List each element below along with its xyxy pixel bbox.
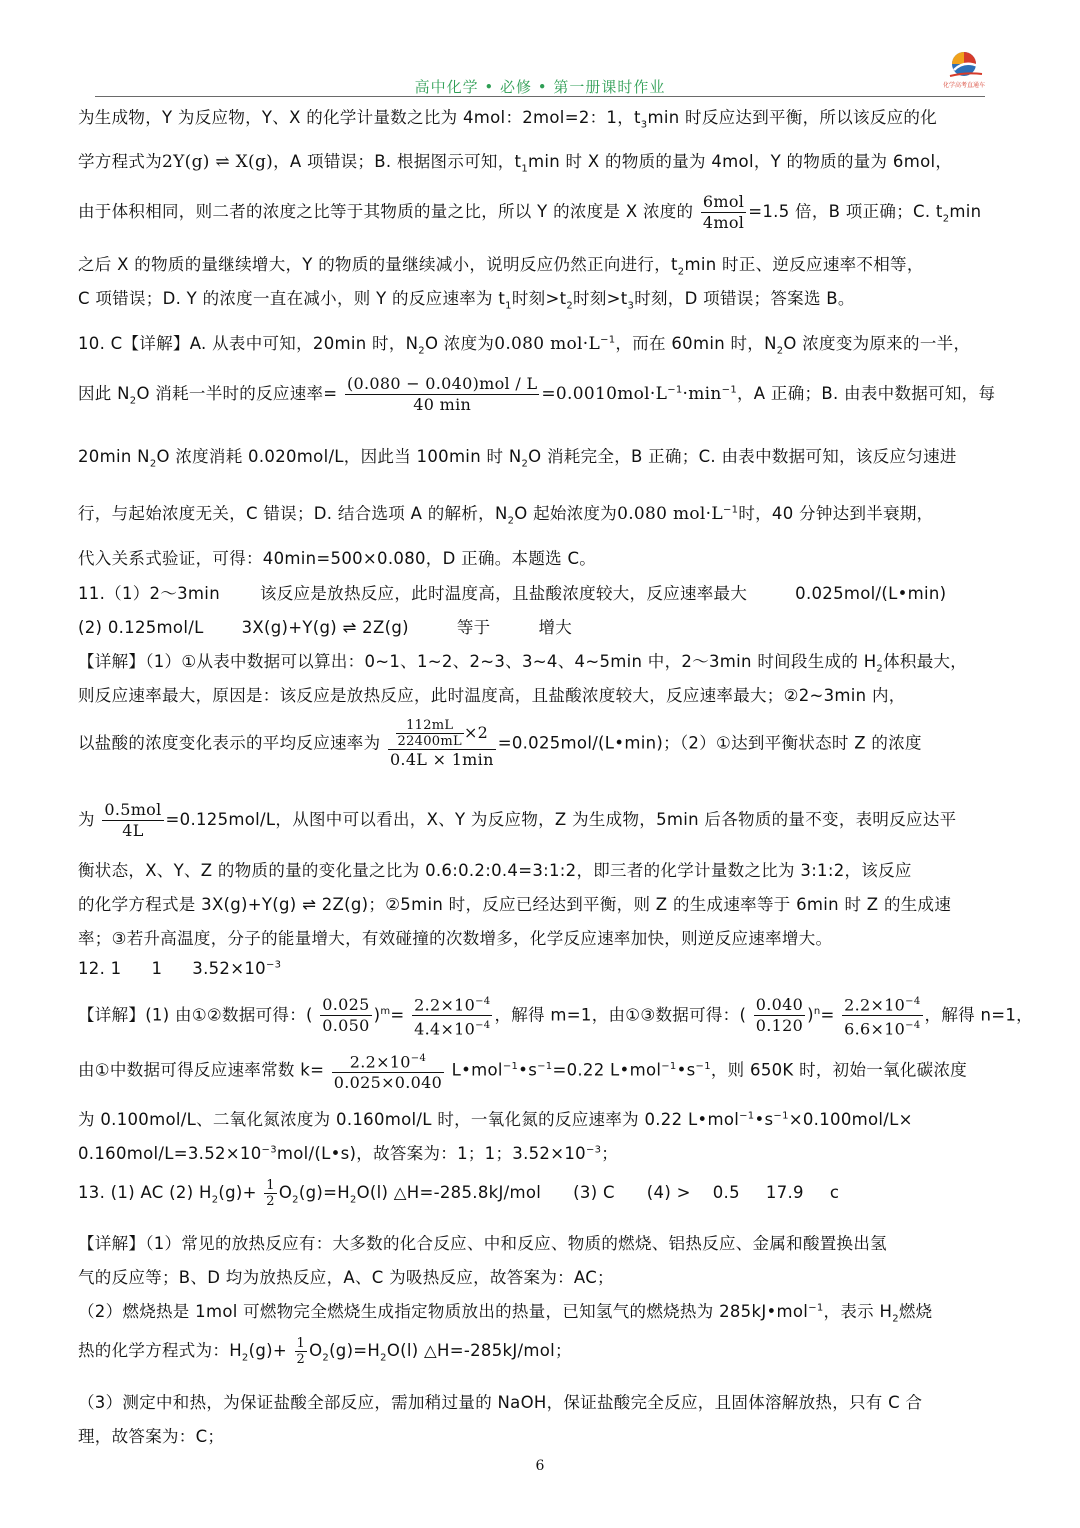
- text-line: 由①中数据可得反应速率常数 k= $\frac{2.2\times 10^{-4}}{0.025\times 0.040}$ $L•mol^{-1}•s^{-1}=0.22$ $L•mol^{-1}•s^{-1}$，则 650K 时，初始一氧化碳浓度: [78, 1049, 1008, 1093]
- text-line: 因此 $N_2O$ 消耗一半时的反应速率= $\frac{\text{(0.080 − 0.040)mol / L}}{40 \min}$ $=0.0010mol\cdot L^{-1}\cdot\min^{-1}$，A 正确；B. 由表中数据可知，每: [78, 374, 996, 414]
- text-line: 【详解】（1）常见的放热反应有：大多数的化合反应、中和反应、物质的燃烧、铝热反应、金属和酸置换出氢: [78, 1234, 887, 1253]
- fraction: $\frac{0.025}{0.050}$: [322, 995, 370, 1036]
- publisher-logo: [938, 50, 990, 90]
- fraction: $\frac{1}{2}$: [296, 1336, 306, 1367]
- page-header: [95, 76, 985, 98]
- fraction: $\frac{2.2\times 10^{-4}}{4.4\times 10^{-4}}$: [412, 992, 492, 1040]
- text-line: 以盐酸的浓度变化表示的平均反应速率为 $\frac{112mL}{22400mL}$ ×2 0.4L × 1min =0.025mol/(L•min)；（2）①达到平衡状态时 Z 的浓度: [78, 718, 922, 769]
- text-line: 代入关系式验证，可得：40min=500×0.080，D 正确。本题选 C。: [78, 549, 597, 568]
- fraction: $\frac{\text{0.5mol}}{4L}$: [104, 800, 162, 840]
- text-line: 10. C【详解】A. 从表中可知，20min 时，$N_2O$ 浓度为0.080 $mol\cdot L^{-1}$，而在 60min 时，$N_2O$ 浓度变为原来的一半，: [78, 334, 971, 357]
- text-line: 之后 X 的物质的量继续增大，Y 的物质的量继续减小，说明反应仍然正向进行，$t_2\min$ 时正、逆反应速率不相等，: [78, 255, 924, 278]
- fraction: $\frac{1}{2}$: [266, 1178, 275, 1209]
- text-line: 为 $\frac{\text{0.5mol}}{4L}$ =0.125mol/L，从图中可以看出，X、Y 为反应物，Z 为生成物，5min 后各物质的量不变，表明反应达平: [78, 800, 957, 840]
- logo-emblem-icon: [938, 50, 990, 82]
- text-line: C 项错误；D. Y 的浓度一直在减小，则 Y 的反应速率为 $t_1$时刻$>t_2$时刻$>t_3$时刻，D 项错误；答案选 B。: [78, 289, 855, 312]
- header-rule: [95, 96, 985, 97]
- text-line: 13. (1) AC (2) $H_2(g)+$ $\frac{1}{2}$ $O_2(g)=H_2O(l)$ △H=-285.8kJ/mol (3) C (4) > 0.5 17.9 c: [78, 1178, 840, 1209]
- text-line: 衡状态，X、Y、Z 的物质的量的变化量之比为 0.6:0.2:0.4=3:1:2，即三者的化学计量数之比为 3:1:2，该反应: [78, 861, 912, 880]
- text-line: 为生成物，Y 为反应物，Y、X 的化学计量数之比为 4mol：2mol=2：1，$t_3\min$ 时反应达到平衡，所以该反应的化: [78, 108, 938, 131]
- text-line: 20min $N_2O$ 浓度消耗 0.020mol/L，因此当 100min 时 $N_2O$ 消耗完全，B 正确；C. 由表中数据可知，该反应匀速进: [78, 447, 957, 470]
- text-line: 12. 1 1 $3.52\times 10^{-3}$: [78, 959, 282, 978]
- fraction: $\frac{0.040}{0.120}$: [755, 995, 804, 1036]
- text-line: 热的化学方程式为：$H_2(g)+$ $\frac{1}{2}$ $O_2(g)=H_2O(l)$ △H=-285kJ/mol；: [78, 1336, 572, 1367]
- logo-text: 化学高考直通车: [942, 82, 985, 89]
- text-line: 由于体积相同，则二者的浓度之比等于其物质的量之比，所以 Y 的浓度是 X 浓度的 $\frac{\text{6mol}}{\text{4mol}}$ =1.5 倍，B 项正确；C. $t_2\min$: [78, 192, 982, 232]
- text-line: 【详解】(1) 由①②数据可得：( $\frac{0.025}{0.050}$ )$^m$= $\frac{2.2\times 10^{-4}}{4.4\times 10^{-4}}$ ，解得 m=1，由①③数据可得：( $\frac{0.040}{0.120}$ )$^n$= $\frac{2.2\times 10^{-4}}{6.6\times 10^{-4}}$ ，解得 n=1，: [78, 992, 1008, 1040]
- text-line: (2) 0.125mol/L 3X(g)+Y(g) ⇌ 2Z(g) 等于 增大: [78, 618, 573, 637]
- text-line: $0.160mol/L=3.52\times 10^{-3}mol/(L•s)$，故答案为：1；1；$3.52\times 10^{-3}$；: [78, 1144, 619, 1163]
- header-title: 高中化学 • 必修 • 第一册课时作业: [414, 78, 666, 96]
- fraction: $\frac{112mL}{22400mL}$ ×2 0.4L × 1min: [389, 718, 494, 769]
- fraction: $\frac{2.2\times 10^{-4}}{6.6\times 10^{-4}}$: [842, 992, 922, 1040]
- text-line: 行，与起始浓度无关，C 错误；D. 结合选项 A 的解析，$N_2O$ 起始浓度为0.080 $mol\cdot L^{-1}$时，40 分钟达到半衰期，: [78, 504, 934, 527]
- text-line: 气的反应等；B、D 均为放热反应，A、C 为吸热反应，故答案为：AC；: [78, 1268, 614, 1287]
- text-line: （3）测定中和热，为保证盐酸全部反应，需加稍过量的 NaOH，保证盐酸完全反应，且固体溶解放热，只有 C 合: [78, 1393, 923, 1412]
- text-line: 则反应速率最大，原因是：该反应是放热反应，此时温度高，且盐酸浓度较大，反应速率最大；②2~3min 内，: [78, 686, 906, 705]
- fraction: $\frac{2.2\times 10^{-4}}{0.025\times 0.040}$: [332, 1049, 444, 1093]
- text-line: 理，故答案为：C；: [78, 1427, 225, 1446]
- text-line: 学方程式为2Y(g) ⇌ X(g)，A 项错误；B. 根据图示可知，$t_1\min$ 时 X 的物质的量为 4mol，Y 的物质的量为 6mol，: [78, 152, 953, 175]
- text-line: （2）燃烧热是 1mol 可燃物完全燃烧生成指定物质放出的热量，已知氢气的燃烧热为 285kJ•mol$^{-1}$，表示 $H_2$燃烧: [78, 1302, 933, 1325]
- text-line: 率；③若升高温度，分子的能量增大，有效碰撞的次数增多，化学反应速率加快，则逆反应速率增大。: [78, 929, 833, 948]
- fraction: $\frac{\text{6mol}}{\text{4mol}}$: [702, 192, 745, 232]
- text-line: 11.（1）2～3min 该反应是放热反应，此时温度高，且盐酸浓度较大，反应速率最大 0.025mol/(L•min): [78, 584, 947, 603]
- text-line: 的化学方程式是 3X(g)+Y(g) ⇌ 2Z(g)；②5min 时，反应已经达到平衡，则 Z 的生成速率等于 6min 时 Z 的生成速: [78, 895, 952, 914]
- text-line: 为 0.100mol/L、二氧化氮浓度为 0.160mol/L 时，一氧化氮的反应速率为 0.22 $L•mol^{-1}•s^{-1}\times 0.100mol/L\times$: [78, 1110, 913, 1129]
- text-line: 【详解】（1）①从表中数据可以算出：0~1、1~2、2~3、3~4、4~5min 中，2～3min 时间段生成的 $H_2$体积最大，: [78, 652, 968, 675]
- page-number: 6: [535, 1458, 545, 1474]
- fraction: $\frac{\text{(0.080 − 0.040)mol / L}}{40 \min}$: [346, 374, 538, 414]
